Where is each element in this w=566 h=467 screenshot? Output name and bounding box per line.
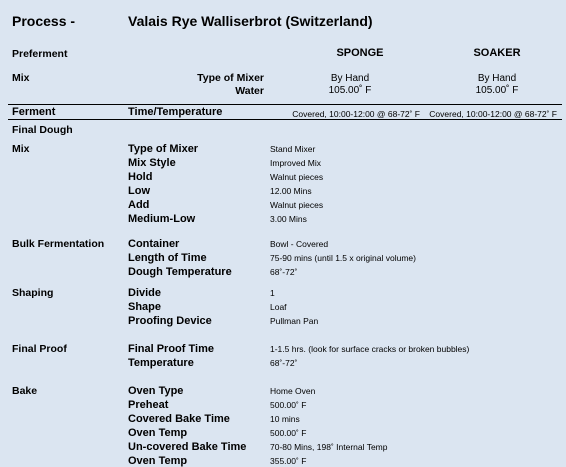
step-value: 3.00 Mins xyxy=(270,214,307,224)
step-label: Preheat xyxy=(128,399,169,411)
step-label: Medium-Low xyxy=(128,213,196,225)
step-label: Low xyxy=(128,185,150,197)
step-value: Walnut pieces xyxy=(270,172,324,182)
step-value: 1 xyxy=(270,288,275,298)
step-label: Oven Type xyxy=(128,385,184,397)
step-value: Bowl - Covered xyxy=(270,239,329,249)
step-label: Oven Temp xyxy=(128,455,188,467)
step-label: Hold xyxy=(128,171,153,183)
step-label: Un-covered Bake Time xyxy=(128,441,247,453)
step-label: Shape xyxy=(128,301,162,313)
step-label: Type of Mixer xyxy=(128,143,199,155)
step-value: 1-1.5 hrs. (look for surface cracks or broken bubbles) xyxy=(270,344,470,354)
step-value: 12.00 Mins xyxy=(270,186,312,196)
step-label: Oven Temp xyxy=(128,427,188,439)
step-value: Walnut pieces xyxy=(270,200,324,210)
preferment-type-of-mixer-label: Type of Mixer xyxy=(197,72,264,84)
sponge-mixer-value: By Hand xyxy=(330,73,370,84)
step-value: Pullman Pan xyxy=(270,316,319,326)
step-value: 70-80 Mins, 198˚ Internal Temp xyxy=(270,442,388,452)
step-value: 68˚-72˚ xyxy=(270,358,298,368)
step-value: Home Oven xyxy=(270,386,316,396)
sponge-ferment-value: Covered, 10:00-12:00 @ 68-72˚ F xyxy=(292,109,420,119)
step-label: Container xyxy=(128,238,180,250)
step-label: Length of Time xyxy=(128,252,207,264)
step-value: 68˚-72˚ xyxy=(270,267,298,277)
step-value: Improved Mix xyxy=(270,158,322,168)
step-value: 500.00˚ F xyxy=(270,428,307,438)
step-value: 10 mins xyxy=(270,414,300,424)
step-label: Add xyxy=(128,199,150,211)
step-value: Loaf xyxy=(270,302,287,312)
preferment-water-label: Water xyxy=(235,85,264,97)
preferment-mix-label: Mix xyxy=(12,72,30,84)
ferment-label: Ferment xyxy=(12,106,56,118)
preferment-label: Preferment xyxy=(12,48,68,60)
ferment-time-temp-label: Time/Temperature xyxy=(128,106,223,118)
section-name: Shaping xyxy=(12,287,54,299)
step-value: Stand Mixer xyxy=(270,144,316,154)
step-label: Dough Temperature xyxy=(128,266,232,278)
soaker-ferment-value: Covered, 10:00-12:00 @ 68-72˚ F xyxy=(429,109,557,119)
soaker-mixer-value: By Hand xyxy=(477,73,517,84)
step-label: Divide xyxy=(128,287,162,299)
sponge-column-header: SPONGE xyxy=(336,47,384,59)
section-name: Mix xyxy=(12,143,30,155)
step-label: Covered Bake Time xyxy=(128,413,230,425)
section-name: Bulk Fermentation xyxy=(12,238,105,250)
final-dough-label: Final Dough xyxy=(12,124,73,136)
step-label: Final Proof Time xyxy=(128,343,214,355)
step-label: Mix Style xyxy=(128,157,176,169)
step-value: 355.00˚ F xyxy=(270,456,307,466)
step-value: 500.00˚ F xyxy=(270,400,307,410)
section-name: Final Proof xyxy=(12,343,67,355)
step-value: 75-90 mins (until 1.5 x original volume) xyxy=(270,253,416,263)
page-title: Valais Rye Walliserbrot (Switzerland) xyxy=(128,13,373,29)
step-label: Proofing Device xyxy=(128,315,212,327)
sponge-water-value: 105.00˚ F xyxy=(328,85,372,96)
soaker-column-header: SOAKER xyxy=(473,47,521,59)
ferment-top-rule xyxy=(8,104,562,105)
section-name: Bake xyxy=(12,385,38,397)
ferment-bottom-rule xyxy=(8,119,562,120)
soaker-water-value: 105.00˚ F xyxy=(475,85,519,96)
step-label: Temperature xyxy=(128,357,194,369)
process-label: Process - xyxy=(12,13,76,29)
